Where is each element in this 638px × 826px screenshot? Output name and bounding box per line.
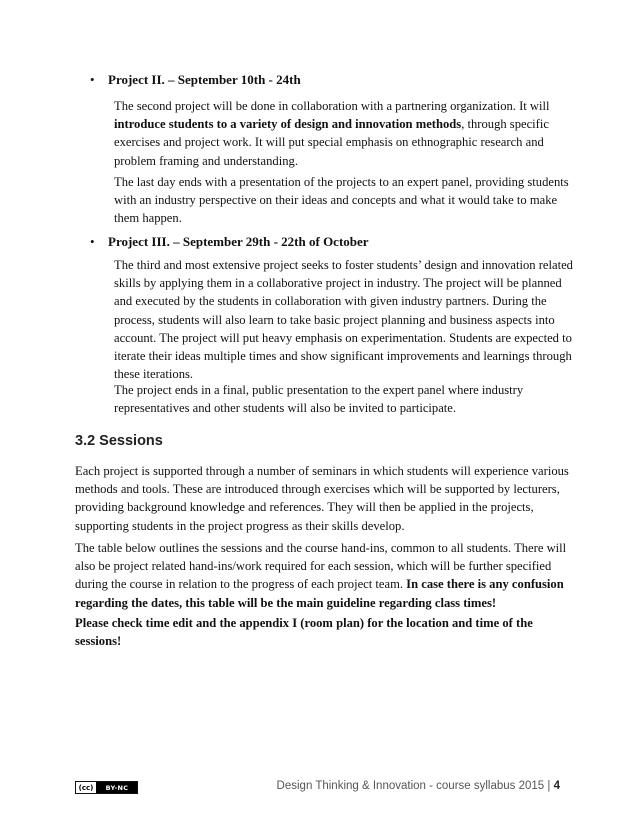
cc-icon: (cc) (76, 782, 97, 793)
project-3-title: Project III. – September 29th - 22th of October (108, 234, 369, 249)
bullet: • (90, 234, 95, 249)
sessions-paragraph-2 (75, 539, 575, 612)
project-3-paragraph-1: The third and most extensive project seeks to foster students’ design and innovation related skills by applying them in a collaborative project in industry. The project will be planned and executed by the students in collaboration with given industry partners. During the process, students will also learn to take basic project planning and business aspects into account. The project will put heavy emphasis on experimentation. Students are expected to iterate their ideas multiple times and show significant improvements and learnings through these iterations. (114, 258, 573, 382)
bold-text-run: introduce students to a variety of design and innovation methods (114, 117, 462, 132)
footer-caption (277, 780, 560, 792)
sessions-paragraph-3 (75, 614, 575, 650)
text-run: , through specific exercises and project work. It will put special emphasis on ethnographic research and problem framing and understanding. (114, 117, 549, 168)
cc-license-label: BY-NC (105, 783, 129, 792)
project-2-paragraph-1 (114, 97, 576, 170)
bold-text-run: In case there is any confusion regarding the dates, this table will be the main guideline regarding class times! (75, 577, 564, 610)
page-number: 4 (553, 780, 560, 792)
sessions-paragraph-1: Each project is supported through a number of seminars in which students will experience various methods and tools. These are introduced through exercises which will be supported by lecturers, providing background knowledge and references. They will then be applied in the projects, supporting students in the project progress as their skills develop. (75, 464, 569, 533)
footer-title: Design Thinking & Innovation - course syllabus 2015 (276, 780, 545, 792)
project-3-paragraph-2: The project ends in a final, public presentation to the expert panel where industry representatives and other students will also be invited to participate. (114, 383, 524, 416)
bold-text-run: Please check time edit and the appendix I (room plan) for the location and time of the sessions! (75, 616, 533, 649)
text-run: The table below outlines the sessions and the course hand-ins, common to all students. There will also be project related hand-ins/work required for each session, which will be further specified during the course in relation to the progress of each project team. (75, 541, 567, 592)
bullet: • (90, 72, 95, 87)
creative-commons-badge[interactable] (75, 781, 138, 794)
text-run: The second project will be done in collaboration with a partnering organization. It will (114, 99, 550, 113)
page-footer (0, 778, 638, 798)
project-2-paragraph-2: The last day ends with a presentation of the projects to an expert panel, providing students with an industry perspective on their ideas and concepts and what it would take to make them happen. (114, 175, 569, 226)
section-heading-sessions: 3.2 Sessions (75, 433, 163, 449)
footer-separator: | (547, 780, 551, 792)
project-3-heading (90, 234, 369, 250)
project-2-heading (90, 72, 301, 88)
project-2-title: Project II. – September 10th - 24th (108, 72, 301, 87)
